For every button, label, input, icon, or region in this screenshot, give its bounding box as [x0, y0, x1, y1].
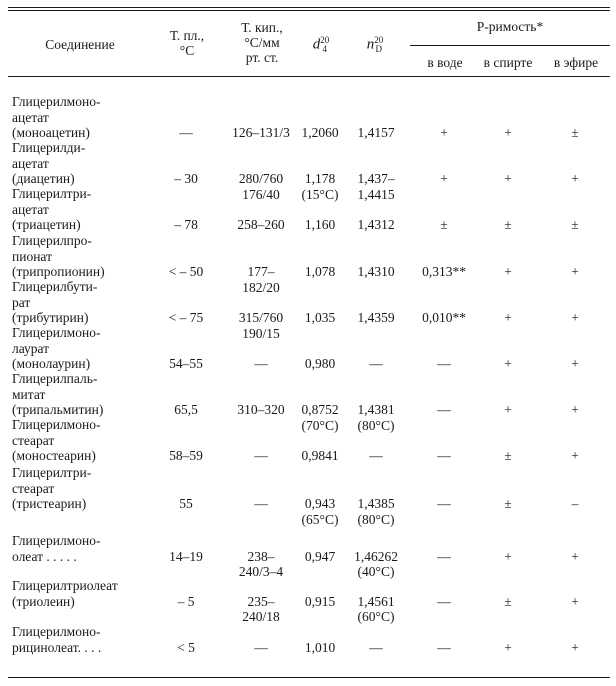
cell-water: [410, 264, 478, 280]
compound-name-line: ацетат: [12, 109, 49, 125]
cell-d-line: 0,8752: [301, 402, 339, 417]
cell-mp: [150, 264, 222, 280]
header-solubility-text: Р-римость*: [476, 19, 544, 34]
cell-mp-line: 54–55: [169, 356, 203, 371]
cell-water: [410, 594, 478, 610]
cell-bp-line: 238–: [247, 548, 275, 564]
cell-mp: [150, 594, 222, 610]
density-sub: 4: [322, 44, 327, 54]
header-ether-text: в эфире: [553, 55, 599, 70]
cell-ether-line: +: [571, 548, 579, 564]
header-alcohol: [474, 55, 542, 70]
cell-bp-line: 235–: [247, 593, 275, 609]
cell-bp-line: 310–320: [237, 402, 285, 417]
compound-name: [12, 417, 100, 464]
cell-d-line: 0,980: [304, 356, 336, 371]
compound-name-line: (моноацетин): [12, 125, 90, 140]
cell-water: [410, 402, 478, 418]
compound-name-line: (монолаурин): [12, 356, 91, 371]
cell-ether-line: +: [571, 264, 579, 279]
cell-alcohol: [476, 549, 540, 565]
cell-alcohol: [476, 125, 540, 141]
cell-n: [346, 594, 406, 625]
cell-mp-line: 58–59: [169, 448, 203, 463]
compound-name: [12, 325, 100, 372]
cell-d: [290, 356, 350, 372]
cell-water-line: ±: [440, 217, 448, 232]
cell-mp-line: < – 50: [168, 264, 204, 279]
cell-bp-line: 176/40: [242, 186, 280, 202]
compound-name-line: (триолеин): [12, 593, 75, 609]
cell-water-line: +: [440, 125, 448, 140]
solubility-rule: [410, 45, 610, 46]
cell-mp-line: 55: [179, 496, 193, 511]
cell-mp-line: < – 75: [168, 310, 204, 325]
header-water-text: в воде: [427, 55, 463, 70]
cell-water: [410, 310, 478, 326]
cell-alcohol: [476, 264, 540, 280]
compound-name: [12, 94, 100, 141]
bottom-rule: [8, 677, 610, 678]
cell-d-line: 1,160: [304, 217, 336, 232]
top-rule: [8, 7, 610, 8]
cell-d-line: (15°C): [301, 186, 339, 202]
cell-water-line: —: [437, 356, 451, 371]
compound-name-line: Глицерилмоно-: [12, 417, 101, 432]
cell-water: [410, 356, 478, 372]
header-bp-line1: Т. кип.,: [241, 20, 283, 35]
cell-water: [410, 496, 478, 512]
cell-n-line: (80°C): [357, 511, 395, 527]
cell-alcohol: [476, 594, 540, 610]
header-mp-line2: °C: [179, 43, 195, 58]
cell-n-line: (40°C): [357, 564, 395, 579]
cell-mp: [150, 448, 222, 464]
cell-d: [290, 264, 350, 280]
cell-d: [290, 125, 350, 141]
compound-name-line: Глицерилбути-: [12, 279, 98, 294]
cell-d-line: 0,9841: [301, 448, 339, 463]
cell-alcohol: [476, 448, 540, 464]
cell-bp-line: 258–260: [237, 217, 285, 232]
compound-name: [12, 186, 91, 233]
cell-n-line: 1,4385: [357, 496, 395, 511]
cell-mp: [150, 496, 222, 512]
header-bp: [222, 20, 302, 65]
compound-name-line: олеат . . . . .: [12, 548, 77, 564]
cell-n-line: 1,4359: [357, 310, 395, 325]
cell-alcohol: [476, 217, 540, 233]
cell-d: [290, 640, 350, 656]
cell-bp-line: 177–: [247, 264, 275, 279]
top-rule-double: [8, 10, 610, 11]
compound-name: [12, 465, 91, 512]
cell-ether: [542, 217, 608, 233]
cell-alcohol: [476, 356, 540, 372]
cell-water-line: —: [437, 593, 451, 609]
cell-ether-line: +: [571, 593, 579, 609]
cell-water: [410, 217, 478, 233]
cell-alcohol-line: ±: [504, 593, 512, 609]
cell-bp-line: 280/760: [238, 171, 284, 186]
compound-name: [12, 140, 85, 187]
cell-bp-line: 240/18: [242, 609, 280, 624]
cell-alcohol-line: +: [504, 125, 512, 140]
compound-name-line: Глицерилмоно-: [12, 533, 101, 548]
compound-name-line: ацетат: [12, 201, 49, 217]
compound-name: [12, 578, 118, 609]
refractive-sub: D: [375, 44, 382, 54]
cell-mp-line: – 5: [177, 593, 195, 609]
cell-ether: [542, 640, 608, 656]
cell-n: [346, 217, 406, 233]
compound-name-line: Глицерилмоно-: [12, 94, 101, 109]
cell-n: [346, 640, 406, 656]
cell-alcohol-line: +: [504, 548, 512, 564]
cell-alcohol: [476, 310, 540, 326]
cell-d-line: 0,915: [304, 593, 336, 609]
cell-bp-line: 190/15: [242, 325, 280, 341]
compound-name-line: митат: [12, 386, 46, 402]
header-density: [296, 36, 346, 54]
cell-n-line: 1,4310: [357, 264, 395, 279]
cell-n: [346, 549, 406, 580]
compound-name-line: Глицерилпро-: [12, 233, 92, 248]
cell-water-line: 0,313**: [422, 264, 466, 279]
cell-n: [346, 264, 406, 280]
cell-d-line: (70°C): [301, 417, 339, 433]
cell-d: [290, 496, 350, 527]
compound-name-line: Глицерилмоно-: [12, 624, 101, 639]
compound-name-line: Глицерилтри-: [12, 186, 92, 201]
refractive-sup: 20: [374, 35, 384, 45]
cell-mp: [150, 125, 222, 141]
cell-n: [346, 171, 406, 202]
compound-name-line: пионат: [12, 248, 52, 264]
cell-d-line: 1,2060: [301, 125, 339, 140]
cell-mp-line: < 5: [177, 639, 195, 655]
compound-name-line: рат: [12, 294, 31, 310]
cell-ether-line: +: [571, 448, 579, 463]
cell-ether-line: ±: [571, 217, 579, 232]
cell-alcohol-line: +: [504, 639, 512, 655]
header-refractive: [350, 36, 400, 54]
header-mp: [152, 28, 222, 58]
cell-water-line: +: [440, 171, 448, 186]
cell-bp-line: 182/20: [242, 279, 280, 295]
cell-ether: [542, 125, 608, 141]
cell-ether: [542, 310, 608, 326]
cell-water-line: 0,010**: [422, 310, 466, 325]
compound-name-line: ацетат: [12, 155, 49, 171]
cell-n-line: (80°C): [357, 417, 395, 433]
cell-n-line: —: [369, 639, 383, 655]
cell-water-line: —: [437, 402, 451, 417]
cell-d: [290, 448, 350, 464]
cell-mp-line: —: [179, 125, 193, 140]
cell-n: [346, 125, 406, 141]
cell-bp-line: 315/760: [238, 310, 284, 325]
compound-name-line: (трипальмитин): [12, 402, 104, 417]
cell-bp-line: 126–131/3: [232, 125, 290, 140]
compound-name-line: (моностеарин): [12, 448, 96, 463]
cell-water-line: —: [437, 548, 451, 564]
cell-n-line: 1,46262: [354, 548, 398, 564]
density-symbol: d: [312, 36, 321, 53]
cell-n-line: (60°C): [357, 609, 395, 624]
cell-mp: [150, 402, 222, 418]
compound-name: [12, 279, 97, 326]
compound-name-line: Глицерилмоно-: [12, 325, 101, 340]
cell-d-line: 1,010: [304, 639, 336, 655]
cell-alcohol: [476, 402, 540, 418]
cell-alcohol-line: ±: [504, 496, 512, 511]
cell-alcohol-line: +: [504, 171, 512, 186]
compound-name: [12, 233, 105, 280]
cell-bp-line: —: [254, 356, 268, 371]
cell-water: [410, 640, 478, 656]
cell-mp: [150, 640, 222, 656]
cell-n-line: 1,4157: [357, 125, 395, 140]
header-water: [412, 55, 478, 70]
cell-mp: [150, 310, 222, 326]
cell-alcohol: [476, 496, 540, 512]
cell-water-line: —: [437, 496, 451, 511]
cell-ether: [542, 171, 608, 187]
header-compound: [20, 37, 140, 52]
cell-n: [346, 402, 406, 433]
cell-bp-line: —: [254, 448, 268, 463]
header-bp-line3: рт. ст.: [245, 50, 279, 65]
cell-alcohol-line: ±: [504, 217, 512, 232]
cell-n: [346, 310, 406, 326]
cell-water: [410, 549, 478, 565]
compound-name-line: рицинолеат. . . .: [12, 639, 102, 655]
header-solubility: [410, 19, 610, 34]
cell-alcohol: [476, 171, 540, 187]
cell-ether-line: +: [571, 310, 579, 325]
cell-water: [410, 448, 478, 464]
cell-d: [290, 217, 350, 233]
cell-n-line: 1,437–: [357, 171, 395, 186]
cell-d: [290, 594, 350, 610]
cell-d-line: (65°C): [301, 511, 339, 527]
cell-mp-line: – 78: [174, 217, 198, 232]
cell-mp-line: – 30: [174, 171, 198, 186]
header-mp-line1: Т. пл.,: [169, 28, 205, 43]
cell-d-line: 0,943: [304, 496, 336, 511]
cell-alcohol-line: +: [504, 356, 512, 371]
compound-name-line: (диацетин): [12, 171, 75, 186]
cell-d-line: 1,035: [304, 310, 336, 325]
cell-n: [346, 356, 406, 372]
cell-n-line: —: [369, 356, 383, 371]
header-alcohol-text: в спирте: [483, 55, 533, 70]
cell-water-line: —: [437, 448, 451, 463]
cell-alcohol-line: +: [504, 264, 512, 279]
cell-bp-line: —: [254, 496, 268, 511]
cell-d: [290, 402, 350, 433]
compound-name-line: стеарат: [12, 432, 55, 448]
cell-mp: [150, 549, 222, 565]
density-sup: 20: [320, 35, 330, 45]
compound-name-line: (тристеарин): [12, 496, 87, 511]
cell-water-line: —: [437, 639, 451, 655]
compound-name-line: Глицерилди-: [12, 140, 86, 155]
cell-mp: [150, 356, 222, 372]
compound-name-line: стеарат: [12, 480, 55, 496]
cell-ether: [542, 594, 608, 610]
cell-n-line: 1,4561: [357, 593, 395, 609]
cell-ether-line: +: [571, 356, 579, 371]
compound-name-line: Глицерилтриолеат: [12, 578, 118, 593]
cell-n: [346, 448, 406, 464]
cell-d-line: 1,078: [304, 264, 336, 279]
header-compound-text: Соединение: [45, 37, 115, 52]
cell-d-line: 1,178: [304, 171, 336, 186]
compound-name-line: лаурат: [12, 340, 50, 356]
cell-mp: [150, 217, 222, 233]
cell-ether: [542, 448, 608, 464]
cell-n-line: 1,4415: [357, 186, 395, 202]
cell-ether-line: +: [571, 171, 579, 186]
compound-name: [12, 624, 101, 655]
cell-ether: [542, 549, 608, 565]
cell-n-line: 1,4381: [357, 402, 395, 417]
compound-name-line: (триацетин): [12, 217, 81, 232]
cell-mp-line: 14–19: [169, 548, 203, 564]
cell-n-line: —: [369, 448, 383, 463]
compound-name-line: Глицерилтри-: [12, 465, 92, 480]
cell-d: [290, 549, 350, 565]
cell-ether: [542, 356, 608, 372]
cell-bp-line: 240/3–4: [238, 564, 284, 579]
cell-ether-line: ±: [571, 125, 579, 140]
compound-name-line: (трибутирин): [12, 310, 89, 325]
cell-alcohol-line: +: [504, 402, 512, 417]
cell-ether: [542, 496, 608, 512]
cell-bp-line: —: [254, 639, 268, 655]
cell-water: [410, 171, 478, 187]
compound-name-line: (трипропионин): [12, 264, 105, 279]
cell-ether-line: +: [571, 639, 579, 655]
compound-name: [12, 533, 100, 564]
cell-ether-line: +: [571, 402, 579, 417]
cell-mp-line: 65,5: [174, 402, 198, 417]
cell-n-line: 1,4312: [357, 217, 395, 232]
cell-ether: [542, 264, 608, 280]
cell-d: [290, 171, 350, 202]
header-ether: [542, 55, 610, 70]
refractive-symbol: n: [366, 36, 375, 53]
cell-alcohol-line: +: [504, 310, 512, 325]
header-bp-line2: °C/мм: [244, 35, 280, 50]
cell-water: [410, 125, 478, 141]
compound-name-line: Глицерилпаль-: [12, 371, 98, 386]
cell-d-line: 0,947: [304, 548, 336, 564]
cell-mp: [150, 171, 222, 187]
cell-ether-line: –: [571, 496, 579, 511]
cell-n: [346, 496, 406, 527]
cell-alcohol-line: ±: [504, 448, 512, 463]
compound-name: [12, 371, 103, 418]
header-rule: [8, 76, 610, 77]
cell-d: [290, 310, 350, 326]
cell-ether: [542, 402, 608, 418]
cell-alcohol: [476, 640, 540, 656]
